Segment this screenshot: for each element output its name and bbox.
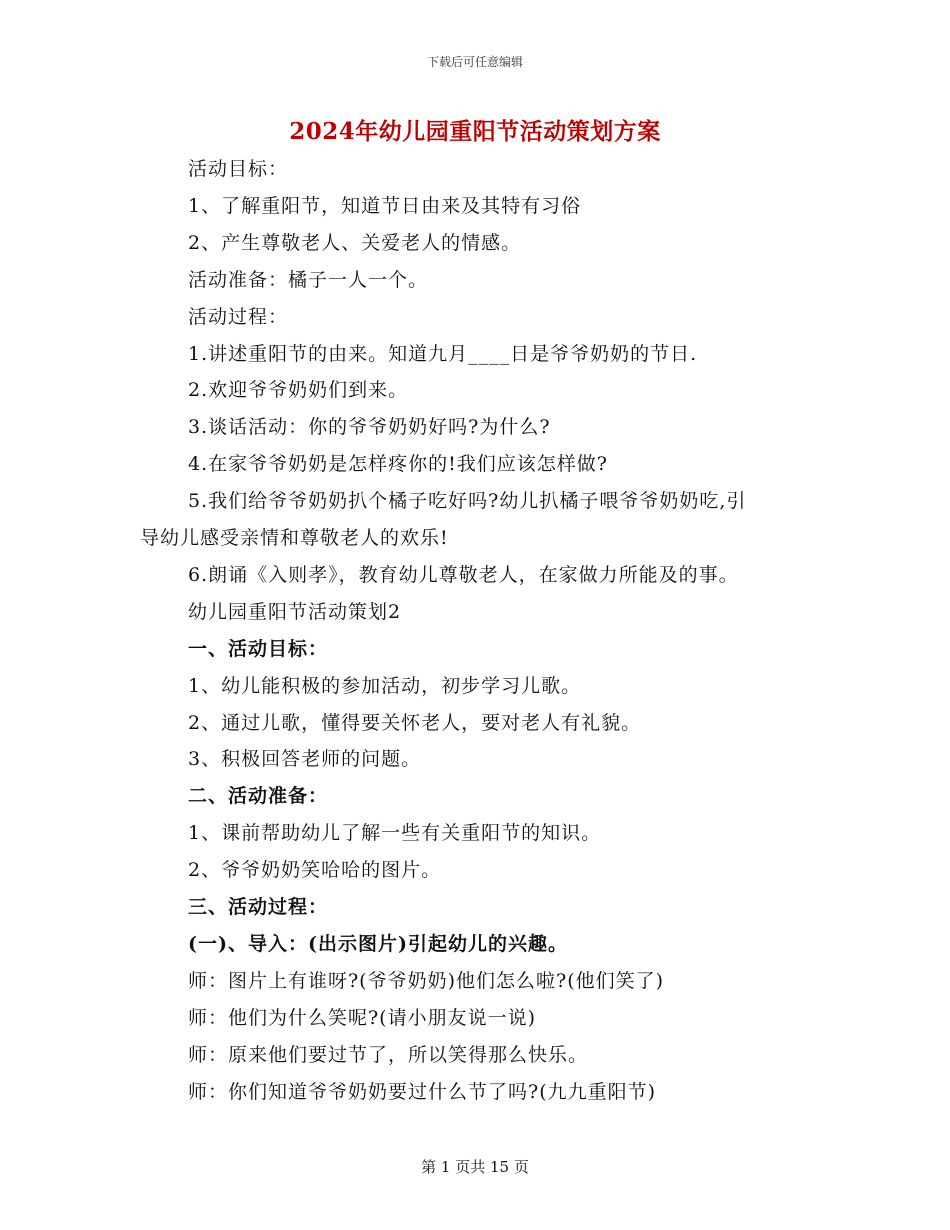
paragraph-line: (一)、导入：(出示图片)引起幼儿的兴趣。	[188, 932, 568, 955]
document-title: 2024年幼儿园重阳节活动策划方案	[289, 118, 661, 145]
paragraph-line: 三、活动过程：	[188, 896, 329, 918]
paragraph-line: 2.欢迎爷爷奶奶们到来。	[188, 379, 409, 402]
paragraph-line: 幼儿园重阳节活动策划2	[188, 600, 402, 623]
header-note: 下载后可任意编辑	[426, 55, 523, 69]
paragraph-line: 5.我们给爷爷奶奶扒个橘子吃好吗?幼儿扒橘子喂爷爷奶奶吃,引	[188, 490, 747, 513]
paragraph-line: 4.在家爷爷奶奶是怎样疼你的!我们应该怎样做?	[188, 453, 608, 476]
paragraph-line: 师：图片上有谁呀?(爷爷奶奶)他们怎么啦?(他们笑了)	[188, 969, 665, 992]
paragraph-line: 二、活动准备：	[188, 785, 329, 808]
paragraph-line: 1、幼儿能积极的参加活动，初步学习儿歌。	[188, 674, 582, 697]
paragraph-line: 活动准备：橘子一人一个。	[188, 268, 429, 291]
paragraph-line: 1、课前帮助幼儿了解一些有关重阳节的知识。	[188, 822, 602, 845]
paragraph-line: 2、通过儿歌，懂得要关怀老人，要对老人有礼貌。	[188, 711, 642, 734]
paragraph-line: 6.朗诵《入则孝》，教育幼儿尊敬老人，在家做力所能及的事。	[188, 563, 739, 586]
paragraph-line: 3、积极回答老师的问题。	[188, 748, 422, 771]
paragraph-line: 活动过程：	[188, 305, 289, 328]
paragraph-line: 2、产生尊敬老人、关爱老人的情感。	[188, 231, 522, 254]
paragraph-line: 师：你们知道爷爷奶奶要过什么节了吗?(九九重阳节)	[188, 1080, 657, 1103]
paragraph-line: 一、活动目标：	[188, 637, 329, 660]
paragraph-line: 3.谈话活动：你的爷爷奶奶好吗?为什么?	[188, 416, 551, 439]
paragraph-line: 导幼儿感受亲情和尊敬老人的欢乐!	[140, 527, 449, 549]
paragraph-line: 1、了解重阳节，知道节日由来及其特有习俗	[188, 194, 582, 217]
paragraph-line: 活动目标：	[188, 158, 289, 180]
paragraph-line: 师：他们为什么笑呢?(请小朋友说一说)	[188, 1006, 537, 1029]
paragraph-line: 2、爷爷奶奶笑哈哈的图片。	[188, 859, 442, 882]
page-footer: 第 1 页共 15 页	[421, 1158, 529, 1176]
paragraph-line: 师：原来他们要过节了，所以笑得那么快乐。	[188, 1043, 589, 1066]
paragraph-line: 1.讲述重阳节的由来。知道九月____日是爷爷奶奶的节日.	[188, 342, 698, 365]
